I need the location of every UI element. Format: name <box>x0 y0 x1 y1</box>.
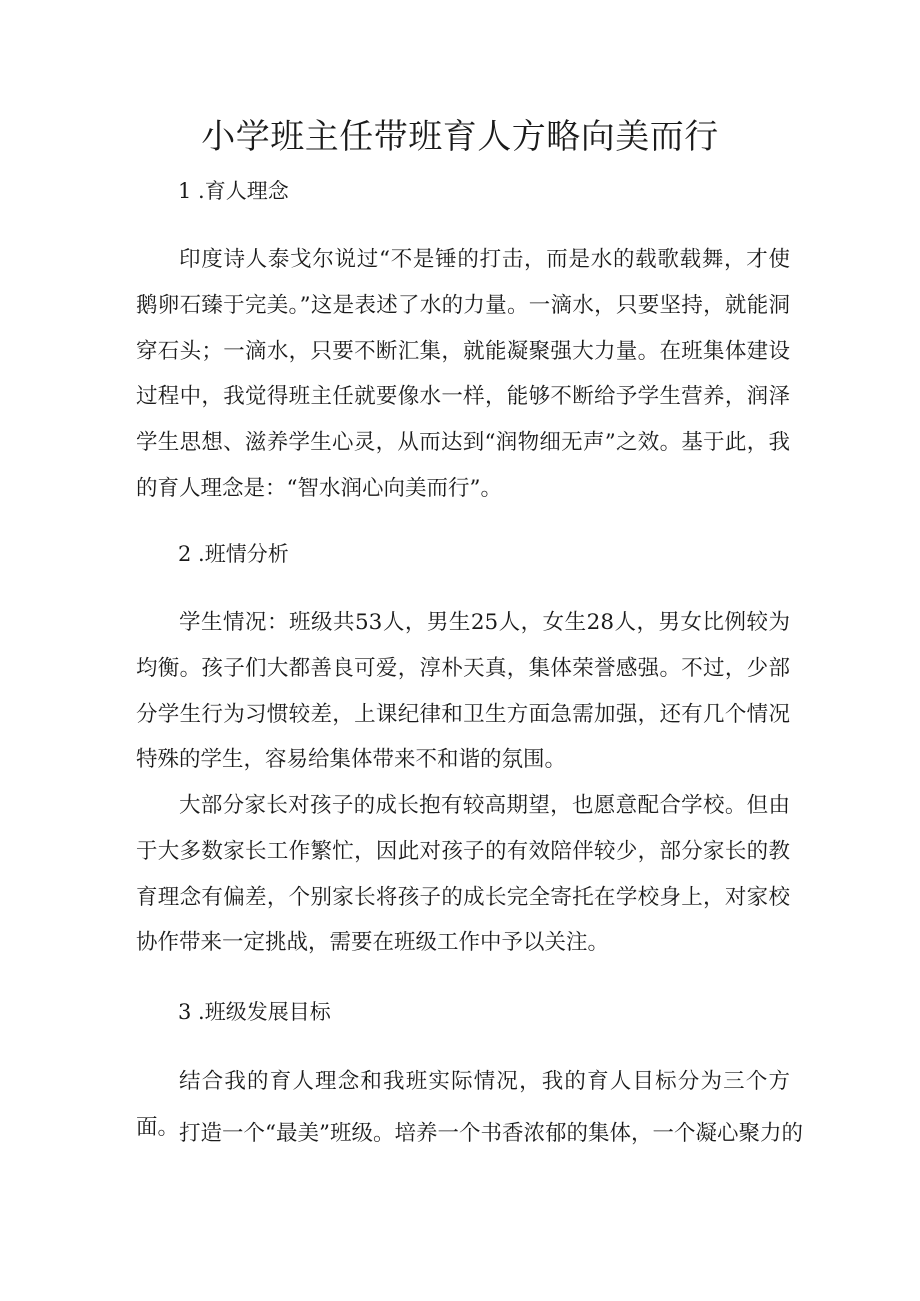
section-paragraph: 大部分家长对孩子的成长抱有较高期望，也愿意配合学校。但由于大多数家长工作繁忙，因此对孩子的有效陪伴较少，部分家长的教育理念有偏差，个别家长将孩子的成长完全寄托在学校身上，对家校协作带来一定挑战，需要在班级工作中予以关注。 <box>136 793 790 956</box>
section-heading-development-goals: 3 .班级发展目标 <box>178 1000 331 1024</box>
section-paragraph: 学生情况：班级共53人，男生25人，女生28人，男女比例较为均衡。孩子们大都善良可爱，淳朴天真，集体荣誉感强。不过，少部分学生行为习惯较差，上课纪律和卫生方面急需加强，还有几个情况特殊的学生，容易给集体带来不和谐的氛围。 <box>136 610 790 773</box>
document-title: 小学班主任带班育人方略向美而行 <box>201 117 719 157</box>
section-paragraph: 结合我的育人理念和我班实际情况，我的育人目标分为三个方面。 <box>136 1069 790 1140</box>
section-paragraph: 打造一个“最美”班级。培养一个书香浓郁的集体，一个凝心聚力的 <box>179 1121 803 1146</box>
section-heading-philosophy: 1 .育人理念 <box>178 179 289 203</box>
section-paragraph: 印度诗人泰戈尔说过“不是锤的打击，而是水的载歌载舞，才使鹅卵石臻于完美。”这是表述了水的力量。一滴水，只要坚持，就能洞穿石头；一滴水，只要不断汇集，就能凝聚强大力量。在班集体建设过程中，我觉得班主任就要像水一样，能够不断给予学生营养，润泽学生思想、滋养学生心灵，从而达到“润物细无声”之效。基于此，我的育人理念是：“智水润心向美而行”。 <box>136 247 790 501</box>
section-heading-class-analysis: 2 .班情分析 <box>178 542 289 566</box>
